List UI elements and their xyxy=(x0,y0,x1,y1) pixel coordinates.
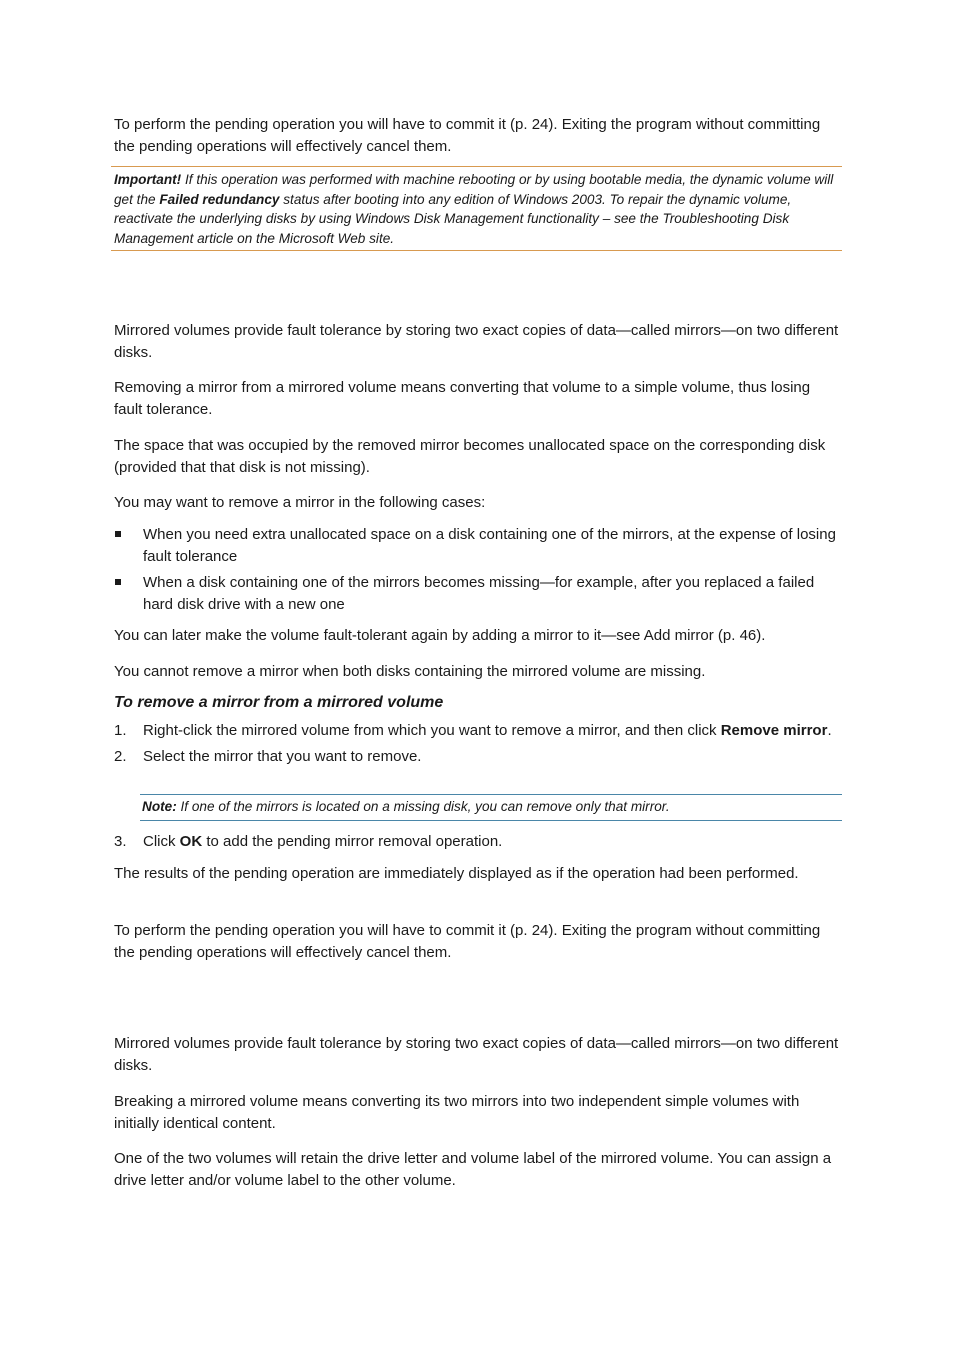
cases-intro-paragraph: You may want to remove a mirror in the following cases: xyxy=(114,494,486,511)
cases-list xyxy=(114,524,842,620)
failed-redundancy-term: Failed redundancy xyxy=(159,191,280,207)
step-3: 3. Click OK to add the pending mirror removal operation. xyxy=(114,833,503,850)
procedure-steps-continued xyxy=(114,831,842,853)
note-box xyxy=(140,794,842,821)
bullet-square-icon xyxy=(115,579,121,585)
note-label: Note: xyxy=(142,799,177,814)
remove-mirror-command: Remove mirror xyxy=(720,722,828,739)
step-1: 1. Right-click the mirrored volume from which you want to remove a mirror, and then click Remove mirror. xyxy=(114,722,832,739)
drive-letter-paragraph: One of the two volumes will retain the drive letter and volume label of the mirrored volume. You can assign a drive letter and/or volume label to the other volume. xyxy=(114,1150,832,1189)
both-missing-paragraph: You cannot remove a mirror when both disks containing the mirrored volume are missing. xyxy=(114,663,706,680)
procedure-heading: To remove a mirror from a mirrored volume xyxy=(114,694,444,711)
remove-definition-paragraph: Removing a mirror from a mirrored volume means converting that volume to a simple volume, thus losing fault tolerance. xyxy=(114,379,811,418)
important-text-a: If this operation was performed with machine rebooting or by using bootable media, the dynamic volume will get the xyxy=(114,172,834,207)
procedure-steps xyxy=(114,720,842,767)
results-paragraph: The results of the pending operation are immediately displayed as if the operation had been performed. xyxy=(114,865,799,882)
break-definition-paragraph: Breaking a mirrored volume means converting its two mirrors into two independent simple volumes with initially identical content. xyxy=(114,1093,800,1132)
important-note xyxy=(111,166,842,251)
add-mirror-paragraph: You can later make the volume fault-tolerant again by adding a mirror to it—see Add mirror (p. 46). xyxy=(114,627,766,644)
bullet-square-icon xyxy=(115,531,121,537)
important-label: Important! xyxy=(114,172,182,187)
list-item: When a disk containing one of the mirrors becomes missing—for example, after you replaced a failed hard disk drive with a new one xyxy=(114,572,842,615)
remove-intro-paragraph: Mirrored volumes provide fault tolerance by storing two exact copies of data—called mirrors—on two different disks. xyxy=(114,322,839,361)
note-text: If one of the mirrors is located on a missing disk, you can remove only that mirror. xyxy=(176,799,670,814)
unallocated-space-paragraph: The space that was occupied by the removed mirror becomes unallocated space on the corresponding disk (provided that that disk is not missing). xyxy=(114,437,826,476)
commit-paragraph-top: To perform the pending operation you will have to commit it (p. 24). Exiting the program without committing the pending operations will effectively cancel them. xyxy=(114,116,821,155)
step-2: 2. Select the mirror that you want to remove. xyxy=(114,747,422,765)
break-intro-paragraph: Mirrored volumes provide fault tolerance by storing two exact copies of data—called mirrors—on two different disks. xyxy=(114,1035,839,1074)
commit-paragraph-bottom: To perform the pending operation you will have to commit it (p. 24). Exiting the program without committing the pending operations will effectively cancel them. xyxy=(114,922,821,961)
important-text-b: status after booting into any edition of Windows 2003. To repair the dynamic volume, reactivate the underlying disks by using Windows Disk Management functionality – see the Troubleshooting Disk Management article on the Microsoft Web site. xyxy=(114,191,792,246)
ok-command: OK xyxy=(179,833,203,850)
list-item: When you need extra unallocated space on a disk containing one of the mirrors, at the expense of losing fault tolerance xyxy=(114,524,842,567)
